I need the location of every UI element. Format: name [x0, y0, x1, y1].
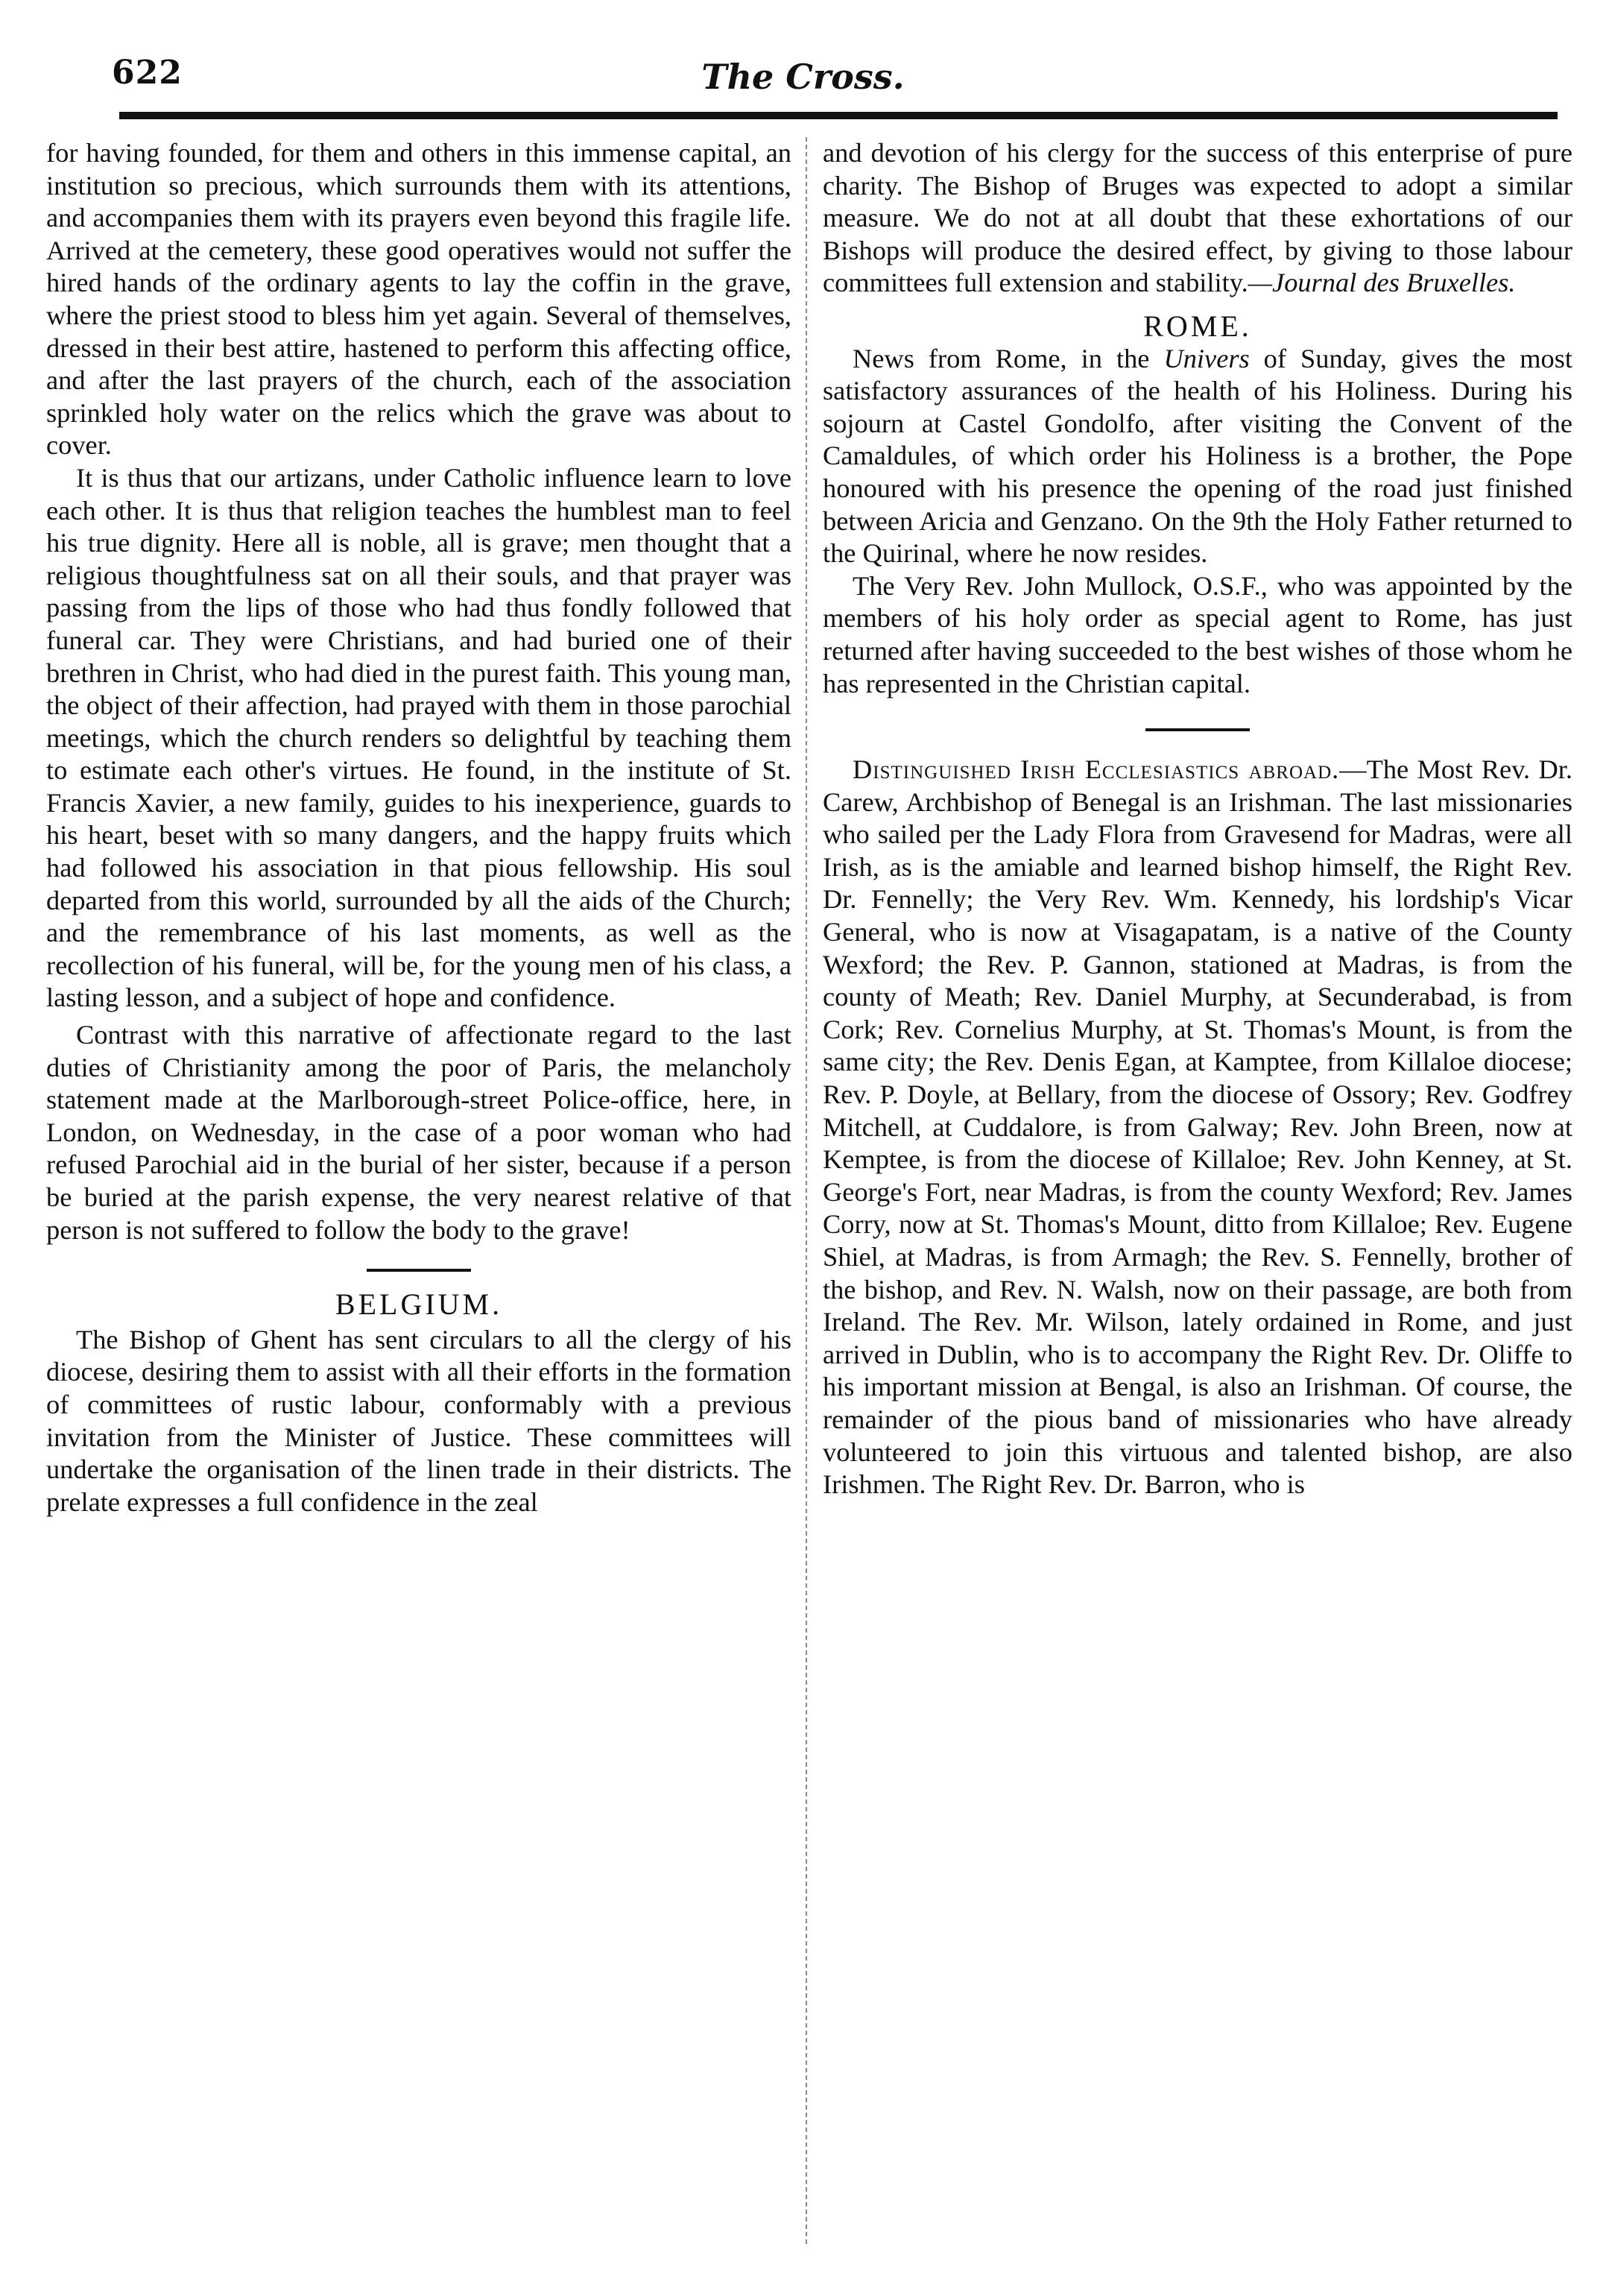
- left-paragraph-funeral: for having founded, for them and others in this immense capital, an institution so precious, which surrounds them with its attentions, and accompanies them with its prayers even beyond this fragile life. Arrived at the cemetery, these good operatives would not suffer the hired hands of the ordinary agents to lay the coffin in the grave, where the priest stood to bless him yet again. Several of themselves, dressed in their best attire, hastened to perform this affecting office, and after the last prayers of the church, each of the association sprinkled holy water on the relics which the grave was about to cover.: [46, 138, 791, 461]
- irish-ecclesiastics-text: —The Most Rev. Dr. Carew, Archbishop of Benegal is an Irishman. The last missionaries who sailed per the Lady Flora from Gravesend for Madras, were all Irish, as is the amiable and learned bishop himself, the Right Rev. Dr. Fennelly; the Very Rev. Wm. Kennedy, his lordship's Vicar General, who is now at Visagapatam, is a native of the County Wexford; the Rev. P. Gannon, stationed at Madras, is from the county of Meath; Rev. Daniel Murphy, at Secunderabad, is from Cork; Rev. Cornelius Murphy, at St. Thomas's Mount, is from the same city; the Rev. Denis Egan, at Kamptee, from Killaloe diocese; Rev. P. Doyle, at Bellary, from the diocese of Ossory; Rev. Godfrey Mitchell, at Cuddalore, is from Galway; Rev. John Breen, now at Kemptee, is from the diocese of Killaloe; Rev. John Kenney, at St. George's Fort, near Madras, is from the county Wexford; Rev. James Corry, now at St. Thomas's Mount, ditto from Killaloe; Rev. Eugene Shiel, at Madras, is from Armagh; the Rev. S. Fennelly, brother of the bishop, and Rev. N. Walsh, now on their passage, are both from Ireland. The Rev. Mr. Wilson, lately ordained in Rome, and just arrived in Dublin, who is to accompany the Right Rev. Dr. Oliffe to his important mission at Bengal, is also an Irishman. Of course, the remainder of the pious band of missionaries who have already volunteered to join this virtuous and talented bishop, are also Irishmen. The Right Rev. Dr. Barron, who is: [823, 754, 1572, 1500]
- mullock-paragraph: The Very Rev. John Mullock, O.S.F., who was appointed by the members of his holy order as special agent to Rome, has just returned after having succeeded to the best wishes of those whom he has represented in the Christian capital.: [823, 570, 1572, 698]
- rome-text-start: News from Rome, in the: [853, 343, 1164, 373]
- rome-heading: ROME.: [1143, 309, 1252, 343]
- bruges-text: and devotion of his clergy for the success of this enterprise of pure charity. The Bishop of Bruges was expected to adopt a similar measure. We do not at all doubt that these exhortations of our Bishops will produce the desired effect, by giving to those labour committees full extension and stability.: [823, 138, 1572, 298]
- rome-paragraph: [823, 343, 1572, 570]
- left-paragraph-artizans: It is thus that our artizans, under Catholic influence learn to love each other. It is thus that religion teaches the humblest man to feel his true dignity. Here all is noble, all is grave; men thought that a religious thoughtfulness sat on all their souls, and that prayer was passing from the lips of those who had thus fondly followed that funeral car. They were Christians, and had buried one of their brethren in Christ, who had died in the purest faith. This young man, the object of their affection, had prayed with them in those parochial meetings, which the church renders so delightful by teaching them to estimate each other's virtues. He found, in the institute of St. Francis Xavier, a new family, guides to his inexperience, guards to his heart, beset with so many dangers, and the happy fruits which had followed his association in that pious fellowship. His soul departed from this world, surrounded by all the aids of the Church; and the remembrance of his last moments, as well as the recollection of his funeral, will be, for the young men of his class, a lasting lesson, and a subject of hope and confidence.: [46, 462, 791, 1013]
- belgium-heading: BELGIUM.: [335, 1287, 503, 1322]
- left-paragraph-contrast: Contrast with this narrative of affectionate regard to the last duties of Christianity among the poor of Paris, the melancholy statement made at the Marlborough-street Police-office, here, in London, on Wednesday, in the case of a poor woman who had refused Parochial aid in the burial of her sister, because if a person be buried at the parish expense, the very nearest relative of that person is not suffered to follow the body to the grave!: [46, 1020, 791, 1245]
- right-column: [823, 137, 1572, 2266]
- univers-title: Univers: [1163, 343, 1250, 373]
- irish-ecclesiastics-heading: Distinguished Irish Ecclesiastics abroad.: [853, 754, 1340, 785]
- running-title: The Cross.: [701, 57, 905, 97]
- section-divider: [1145, 728, 1250, 731]
- belgium-paragraph: The Bishop of Ghent has sent circulars to all the clergy of his diocese, desiring them to assist with all their efforts in the formation of committees of rustic labour, conformably with a previous invitation from the Minister of Justice. These committees will undertake the organisation of the linen trade in their districts. The prelate expresses a full confidence in the zeal: [46, 1324, 791, 1517]
- section-divider: [367, 1269, 471, 1272]
- rome-text-end: of Sunday, gives the most satisfactory assurances of the health of his Holiness. During his sojourn at Castel Gondolfo, after visiting the Convent of the Camaldules, of which order his Holiness is a brother, the Pope honoured with his presence the opening of the road just finished between Aricia and Genzano. On the 9th the Holy Father returned to the Quirinal, where he now resides.: [823, 343, 1572, 569]
- header-rule: [119, 112, 1558, 119]
- irish-ecclesiastics-paragraph: [823, 754, 1572, 1501]
- left-column: [46, 137, 791, 2266]
- bruges-source: —Journal des Bruxelles.: [1248, 268, 1516, 298]
- page-number: 622: [112, 54, 183, 92]
- right-paragraph-bruges: [823, 137, 1572, 300]
- column-divider: [806, 137, 807, 2244]
